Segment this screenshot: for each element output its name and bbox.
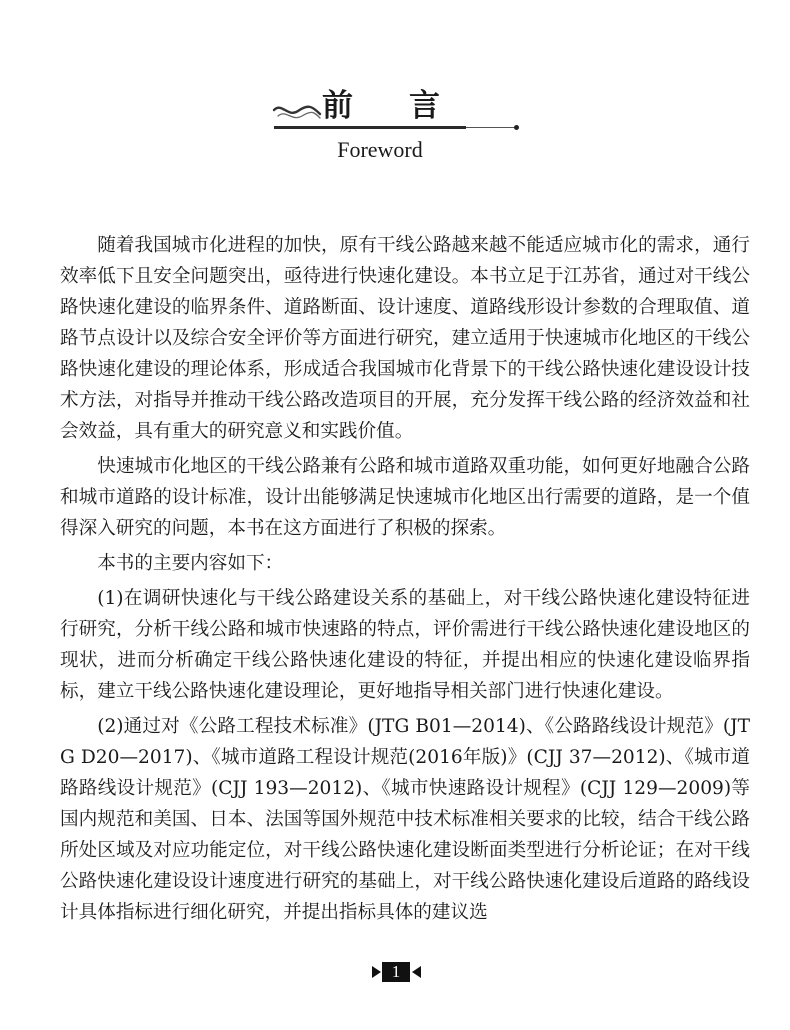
chapter-header <box>0 0 790 170</box>
chapter-title-english: Foreword <box>337 137 423 162</box>
page-marker-left-triangle-icon <box>372 966 381 978</box>
title-underline-thin <box>466 127 516 128</box>
paragraph-contents-lead: 本书的主要内容如下： <box>97 553 284 574</box>
paragraph-intro: 随着我国城市化进程的加快，原有干线公路越来越不能适应城市化的需求，通行效率低下且安全问题突出，亟待进行快速化建设。本书立足于江苏省，通过对干线公路快速化建设的临界条件、道路断面、设计速度、道路线形设计参数的合理取值、道路节点设计以及综合安全评价等方面进行研究，建立适用于快速城市化地区的干线公路快速化建设的理论体系，形成适合我国城市化背景下的干线公路快速化建设设计技术方法，对指导并推动干线公路改造项目的开展，充分发挥干线公路的经济效益和社会效益，具有重大的研究意义和实践价值。 <box>60 235 750 442</box>
title-underline-dot <box>514 125 519 130</box>
page-number: 1 <box>382 962 410 982</box>
paragraph-item-1: (1)在调研快速化与干线公路建设关系的基础上，对干线公路快速化建设特征进行研究，分析干线公路和城市快速路的特点，评价需进行干线公路快速化建设地区的现状，进而分析确定干线公路快速化建设的特征，并提出相应的快速化建设临界指标，建立干线公路快速化建设理论，更好地指导相关部门进行快速化建设。 <box>60 588 750 702</box>
title-underline-thick <box>274 126 466 129</box>
chapter-title-chinese: 前言 <box>322 88 496 124</box>
paragraph-item-2: (2)通过对《公路工程技术标准》(JTG B01—2014)、《公路路线设计规范》(JTG D20—2017)、《城市道路工程设计规范(2016年版)》(CJJ 37—2012)、《城市道路路线设计规范》(CJJ 193—2012)、《城市快速路设计规程》(CJJ 129—2009)等国内规范和美国、日本、法国等国外规范中技术标准相关要求的比较，结合干线公路所处区域及对应功能定位，对干线公路快速化建设断面类型进行分析论证；在对干线公路快速化建设设计速度进行研究的基础上，对干线公路快速化建设后道路的路线设计具体指标进行细化研究，并提出指标具体的建议选 <box>60 716 750 923</box>
wave-ornament-icon <box>272 98 322 128</box>
preface-body <box>60 230 750 932</box>
page-footer <box>0 958 790 988</box>
page-marker-right-triangle-icon <box>412 966 421 978</box>
paragraph-problem: 快速城市化地区的干线公路兼有公路和城市道路双重功能，如何更好地融合公路和城市道路的设计标准，设计出能够满足快速城市化地区出行需要的道路，是一个值得深入研究的问题，本书在这方面进行了积极的探索。 <box>60 456 750 539</box>
